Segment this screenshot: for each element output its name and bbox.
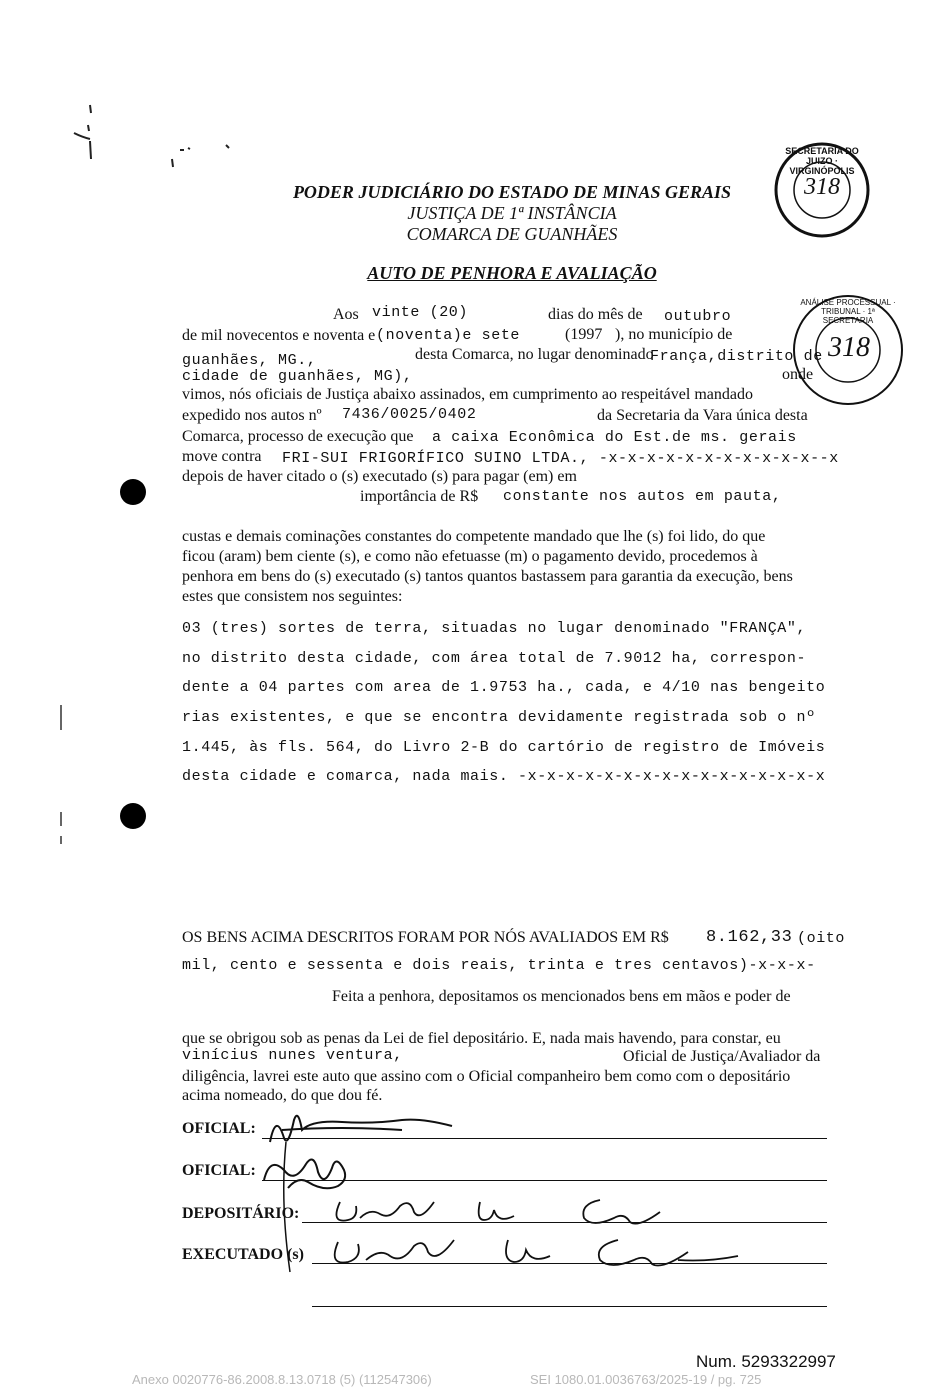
- evaluation-value: 8.162,33: [706, 928, 793, 947]
- evaluation-words-2: mil, cento e sessenta e dois reais, trinta e tres centavos)-x-x-x-: [182, 957, 816, 974]
- field-officer-name: vinícius nunes ventura,: [182, 1047, 403, 1064]
- label-depositario: DEPOSITÁRIO:: [182, 1205, 300, 1222]
- vertical-pen-stroke: [276, 1140, 306, 1280]
- goods-line: desta cidade e comarca, nada mais. -x-x-x-x-x-x-x-x-x-x-x-x-x-x-x-x: [182, 768, 826, 785]
- annex-reference: Anexo 0020776-86.2008.8.13.0718 (5) (112547306): [132, 1372, 432, 1387]
- text-oficial-justica: Oficial de Justiça/Avaliador da: [623, 1048, 821, 1065]
- sei-reference: SEI 1080.01.0036763/2025-19 / pg. 725: [530, 1372, 762, 1387]
- document-title: AUTO DE PENHORA E AVALIAÇÃO: [367, 263, 657, 283]
- text-dias: dias do mês de: [548, 306, 643, 323]
- text-diligencia: diligência, lavrei este auto que assino com o Oficial companheiro bem como com o depositário: [182, 1068, 791, 1085]
- field-year: (1997: [565, 326, 603, 343]
- evaluation-words-1: (oito: [797, 930, 846, 947]
- goods-line: 1.445, às fls. 564, do Livro 2-B do cartório de registro de Imóveis: [182, 739, 826, 756]
- goods-line: 03 (tres) sortes de terra, situadas no lugar denominado "FRANÇA",: [182, 620, 807, 637]
- label-oficial-1: OFICIAL:: [182, 1120, 256, 1137]
- field-executado: FRI-SUI FRIGORÍFICO SUINO LTDA., -x-x-x-x-x-x-x-x-x-x-x--x: [282, 450, 839, 467]
- handwritten-signature-executado: [318, 1230, 748, 1274]
- field-city: guanhães, MG.,: [182, 352, 317, 369]
- field-place: França,distrito de: [650, 348, 823, 365]
- punch-hole-bottom: [120, 803, 146, 829]
- text-de-mil: de mil novecentos e noventa e: [182, 327, 376, 344]
- instance: JUSTIÇA DE 1ª INSTÂNCIA: [407, 203, 617, 223]
- stamp-number: 318: [828, 332, 870, 363]
- punch-hole-top: [120, 479, 146, 505]
- text-importancia: importância de R$: [360, 488, 479, 505]
- goods-line: no distrito desta cidade, com área total de 7.9012 ha, correspon-: [182, 650, 807, 667]
- field-month: outubro: [664, 308, 732, 325]
- text-secretaria: da Secretaria da Vara única desta: [597, 407, 808, 424]
- text-onde: onde: [782, 366, 814, 383]
- text-municipio: ), no município de: [615, 326, 733, 343]
- text-expedido: expedido nos autos nº: [182, 407, 322, 424]
- field-year-words: (noventa)e sete: [376, 327, 521, 344]
- field-place-2: cidade de guanhães, MG),: [182, 368, 413, 385]
- label-oficial-2: OFICIAL:: [182, 1162, 256, 1179]
- stamp-ring-text: SECRETARIA DO JUIZO · VIRGINÓPOLIS: [785, 146, 859, 176]
- court-name: PODER JUDICIÁRIO DO ESTADO DE MINAS GERAIS: [292, 182, 732, 202]
- field-case-number: 7436/0025/0402: [342, 406, 477, 423]
- document-number: Num. 5293322997: [696, 1352, 836, 1371]
- text-custas-4: estes que consistem nos seguintes:: [182, 588, 403, 605]
- secretaria-stamp: [772, 140, 872, 240]
- text-desta-comarca: desta Comarca, no lugar denominado: [415, 346, 654, 363]
- stamp-number: 318: [804, 174, 840, 200]
- text-aos: Aos: [333, 306, 359, 323]
- text-move-contra: move contra: [182, 448, 262, 465]
- label-executado: EXECUTADO (s): [182, 1246, 304, 1263]
- text-que-se: que se obrigou sob as penas da Lei de fiel depositário. E, nada mais havendo, para constar, eu: [182, 1030, 781, 1047]
- text-acima: acima nomeado, do que dou fé.: [182, 1087, 383, 1104]
- signature-line-extra: [312, 1306, 827, 1307]
- text-custas-1: custas e demais cominações constantes do competente mandado que lhe (s) foi lido, do que: [182, 528, 766, 545]
- handwritten-signature-depositario: [300, 1192, 720, 1232]
- text-comarca-proc: Comarca, processo de execução que: [182, 428, 414, 445]
- stamp-ring-text: ANÁLISE PROCESSUAL · TRIBUNAL · 1ª SECRETARIA: [800, 298, 896, 325]
- evaluation-label: OS BENS ACIMA DESCRITOS FORAM POR NÓS AVALIADOS EM R$: [182, 929, 669, 946]
- comarca: COMARCA DE GUANHÃES: [406, 224, 618, 244]
- field-amount: constante nos autos em pauta,: [503, 488, 782, 505]
- scan-marks: [60, 95, 240, 175]
- text-vimos: vimos, nós oficiais de Justiça abaixo assinados, em cumprimento ao respeitável mandado: [182, 386, 753, 403]
- goods-line: dente a 04 partes com area de 1.9753 ha., cada, e 4/10 nas bengeito: [182, 679, 826, 696]
- text-feita: Feita a penhora, depositamos os mencionados bens em mãos e poder de: [332, 988, 791, 1005]
- text-custas-2: ficou (aram) bem ciente (s), e como não efetuasse (m) o pagamento devido, procedemos à: [182, 548, 758, 565]
- handwritten-signature-oficial-2: [258, 1150, 358, 1194]
- goods-line: rias existentes, e que se encontra devidamente registrada sob o nº: [182, 709, 816, 726]
- margin-marks: [58, 700, 68, 860]
- text-custas-3: penhora em bens do (s) executado (s) tantos quantos bastassem para garantia da execução, bens: [182, 568, 793, 585]
- field-day: vinte (20): [372, 304, 469, 321]
- text-depois: depois de haver citado o (s) executado (s) para pagar (em) em: [182, 468, 577, 485]
- field-exequente: a caixa Econômica do Est.de ms. gerais: [432, 429, 797, 446]
